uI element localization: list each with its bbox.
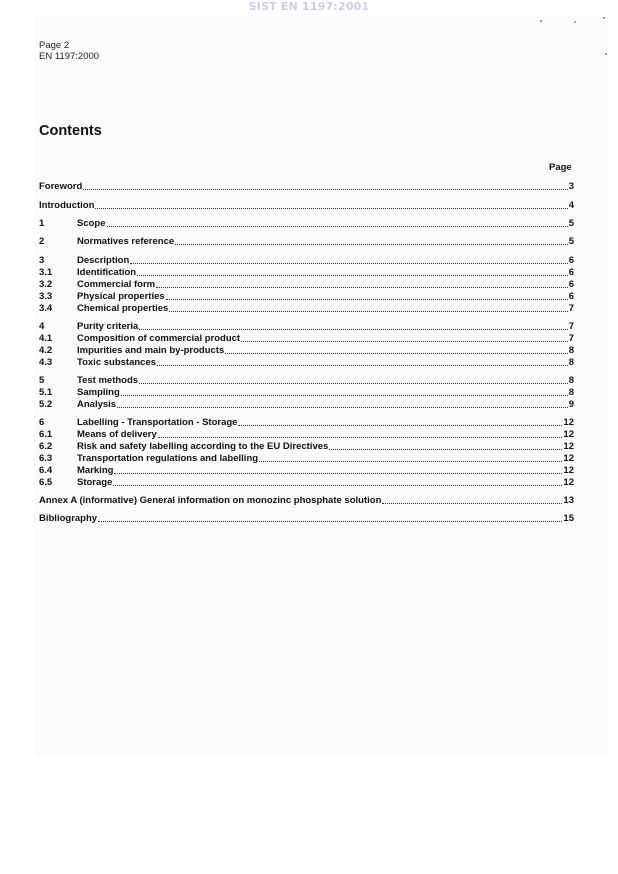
- toc-entry-label: Identification: [77, 267, 137, 278]
- toc-entry-label: Risk and safety labelling according to the EU Directives: [77, 441, 329, 452]
- toc-entry-label: Means of delivery: [77, 429, 157, 440]
- toc-entry: [39, 235, 574, 247]
- toc-entry: [39, 199, 574, 211]
- dot-leader: [113, 485, 562, 486]
- scan-speck: [574, 21, 576, 23]
- toc-entry-page: 12: [563, 465, 574, 476]
- toc-entry-page: 8: [568, 357, 574, 368]
- dot-leader: [175, 244, 568, 245]
- dot-leader: [156, 287, 568, 288]
- toc-entry-number: 3: [39, 255, 45, 266]
- dot-leader: [329, 449, 562, 450]
- dot-leader: [130, 263, 567, 264]
- toc-entry-label: Chemical properties: [77, 303, 169, 314]
- toc-entry-label: Storage: [77, 477, 113, 488]
- toc-entry-page: 5: [568, 236, 574, 247]
- dot-leader: [241, 341, 568, 342]
- toc-entry-number: 6.1: [39, 429, 53, 440]
- toc-entry-page: 9: [568, 399, 574, 410]
- toc-entry-page: 6: [568, 291, 574, 302]
- toc-entry-number: 6.4: [39, 465, 53, 476]
- page-number-line: Page 2: [39, 40, 70, 51]
- toc-entry-label: Physical properties: [77, 291, 165, 302]
- toc-entry-label: Marking: [77, 465, 114, 476]
- toc-entry-page: 7: [568, 321, 574, 332]
- toc-entry-label: Bibliography: [39, 513, 98, 524]
- toc-entry-page: 12: [563, 477, 574, 488]
- scan-speck: [605, 53, 607, 55]
- toc-entry: [39, 416, 574, 428]
- dot-leader: [225, 353, 567, 354]
- toc-entry-page: 3: [568, 181, 574, 192]
- toc-entry-number: 4.3: [39, 357, 53, 368]
- dot-leader: [114, 473, 562, 474]
- toc-entry: [39, 266, 574, 278]
- contents-title: Contents: [39, 123, 102, 139]
- toc-entry-label: Composition of commercial product: [77, 333, 241, 344]
- toc-entry: [39, 217, 574, 229]
- dot-leader: [139, 329, 567, 330]
- toc-entry: [39, 374, 574, 386]
- toc-entry: [39, 332, 574, 344]
- toc-entry: [39, 320, 574, 332]
- toc-entry-number: 6: [39, 417, 45, 428]
- toc-entry: [39, 452, 574, 464]
- toc-entry: [39, 278, 574, 290]
- toc-entry: [39, 440, 574, 452]
- toc-entry-page: 6: [568, 279, 574, 290]
- dot-leader: [121, 395, 568, 396]
- toc-entry-label: Description: [77, 255, 130, 266]
- toc-entry-page: 6: [568, 255, 574, 266]
- toc-entry-number: 5.1: [39, 387, 53, 398]
- toc-entry: [39, 180, 574, 192]
- toc-entry-page: 12: [563, 453, 574, 464]
- toc-entry-number: 1: [39, 218, 45, 229]
- scan-speck: [603, 17, 605, 19]
- toc-entry-label: Impurities and main by-products: [77, 345, 225, 356]
- toc-entry-page: 12: [563, 441, 574, 452]
- toc-entry-label: Annex A (informative) General information on monozinc phosphate solution: [39, 495, 382, 506]
- toc-entry-page: 8: [568, 345, 574, 356]
- toc-entry-page: 7: [568, 333, 574, 344]
- toc-entry-number: 4: [39, 321, 45, 332]
- toc-entry-label: Purity criteria: [77, 321, 139, 332]
- toc-entry-number: 6.3: [39, 453, 53, 464]
- standard-id-line: EN 1197:2000: [39, 51, 100, 62]
- dot-leader: [238, 425, 562, 426]
- dot-leader: [83, 189, 567, 190]
- toc-entry-number: 5: [39, 375, 45, 386]
- dot-leader: [137, 275, 568, 276]
- toc-entry-page: 5: [568, 218, 574, 229]
- toc-entry-label: Toxic substances: [77, 357, 157, 368]
- toc-entry-page: 12: [563, 429, 574, 440]
- scan-speck: [540, 20, 542, 22]
- toc-entry-page: 8: [568, 387, 574, 398]
- toc-entry: [39, 476, 574, 488]
- dot-leader: [139, 383, 568, 384]
- toc-entry-number: 3.1: [39, 267, 53, 278]
- toc-entry-number: 6.2: [39, 441, 53, 452]
- toc-entry-label: Scope: [77, 218, 106, 229]
- toc-entry-number: 6.5: [39, 477, 53, 488]
- dot-leader: [158, 437, 563, 438]
- toc-entry-page: 13: [563, 495, 574, 506]
- toc-entry-page: 6: [568, 267, 574, 278]
- dot-leader: [95, 208, 567, 209]
- toc-entry-number: 3.2: [39, 279, 53, 290]
- dot-leader: [259, 461, 562, 462]
- toc-entry-page: 7: [568, 303, 574, 314]
- toc-entry-page: 12: [563, 417, 574, 428]
- dot-leader: [166, 299, 568, 300]
- toc-entry: [39, 344, 574, 356]
- toc-entry-label: Normatives reference: [77, 236, 175, 247]
- toc-entry-label: Foreword: [39, 181, 83, 192]
- toc-entry-number: 4.1: [39, 333, 53, 344]
- toc-entry-number: 4.2: [39, 345, 53, 356]
- toc-entry-number: 5.2: [39, 399, 53, 410]
- toc-entry: [39, 512, 574, 524]
- toc-entry-label: Introduction: [39, 200, 95, 211]
- dot-leader: [169, 311, 567, 312]
- toc-entry-number: 3.4: [39, 303, 53, 314]
- page-header: [39, 40, 99, 62]
- dot-leader: [107, 226, 568, 227]
- toc-entry-label: Sampling: [77, 387, 120, 398]
- toc-entry-label: Transportation regulations and labelling: [77, 453, 259, 464]
- toc-entry: [39, 386, 574, 398]
- toc-entry: [39, 398, 574, 410]
- toc-entry: [39, 428, 574, 440]
- toc-entry: [39, 302, 574, 314]
- toc-entry-page: 8: [568, 375, 574, 386]
- toc-entry-label: Test methods: [77, 375, 139, 386]
- toc-entry: [39, 254, 574, 266]
- toc-entry-page: 4: [568, 200, 574, 211]
- toc-entry-label: Analysis: [77, 399, 117, 410]
- toc-entry: [39, 464, 574, 476]
- toc-entry-number: 2: [39, 236, 45, 247]
- toc-entry-page: 15: [563, 513, 574, 524]
- watermark: SIST EN 1197:2001: [248, 0, 370, 13]
- toc-entry: [39, 290, 574, 302]
- toc-entry-label: Commercial form: [77, 279, 156, 290]
- dot-leader: [157, 365, 568, 366]
- dot-leader: [117, 407, 568, 408]
- toc-entry-number: 3.3: [39, 291, 53, 302]
- toc-entry: [39, 494, 574, 506]
- dot-leader: [98, 521, 562, 522]
- toc-entry: [39, 356, 574, 368]
- dot-leader: [382, 503, 562, 504]
- toc-entry-label: Labelling - Transportation - Storage: [77, 417, 238, 428]
- page-column-label: Page: [549, 162, 572, 173]
